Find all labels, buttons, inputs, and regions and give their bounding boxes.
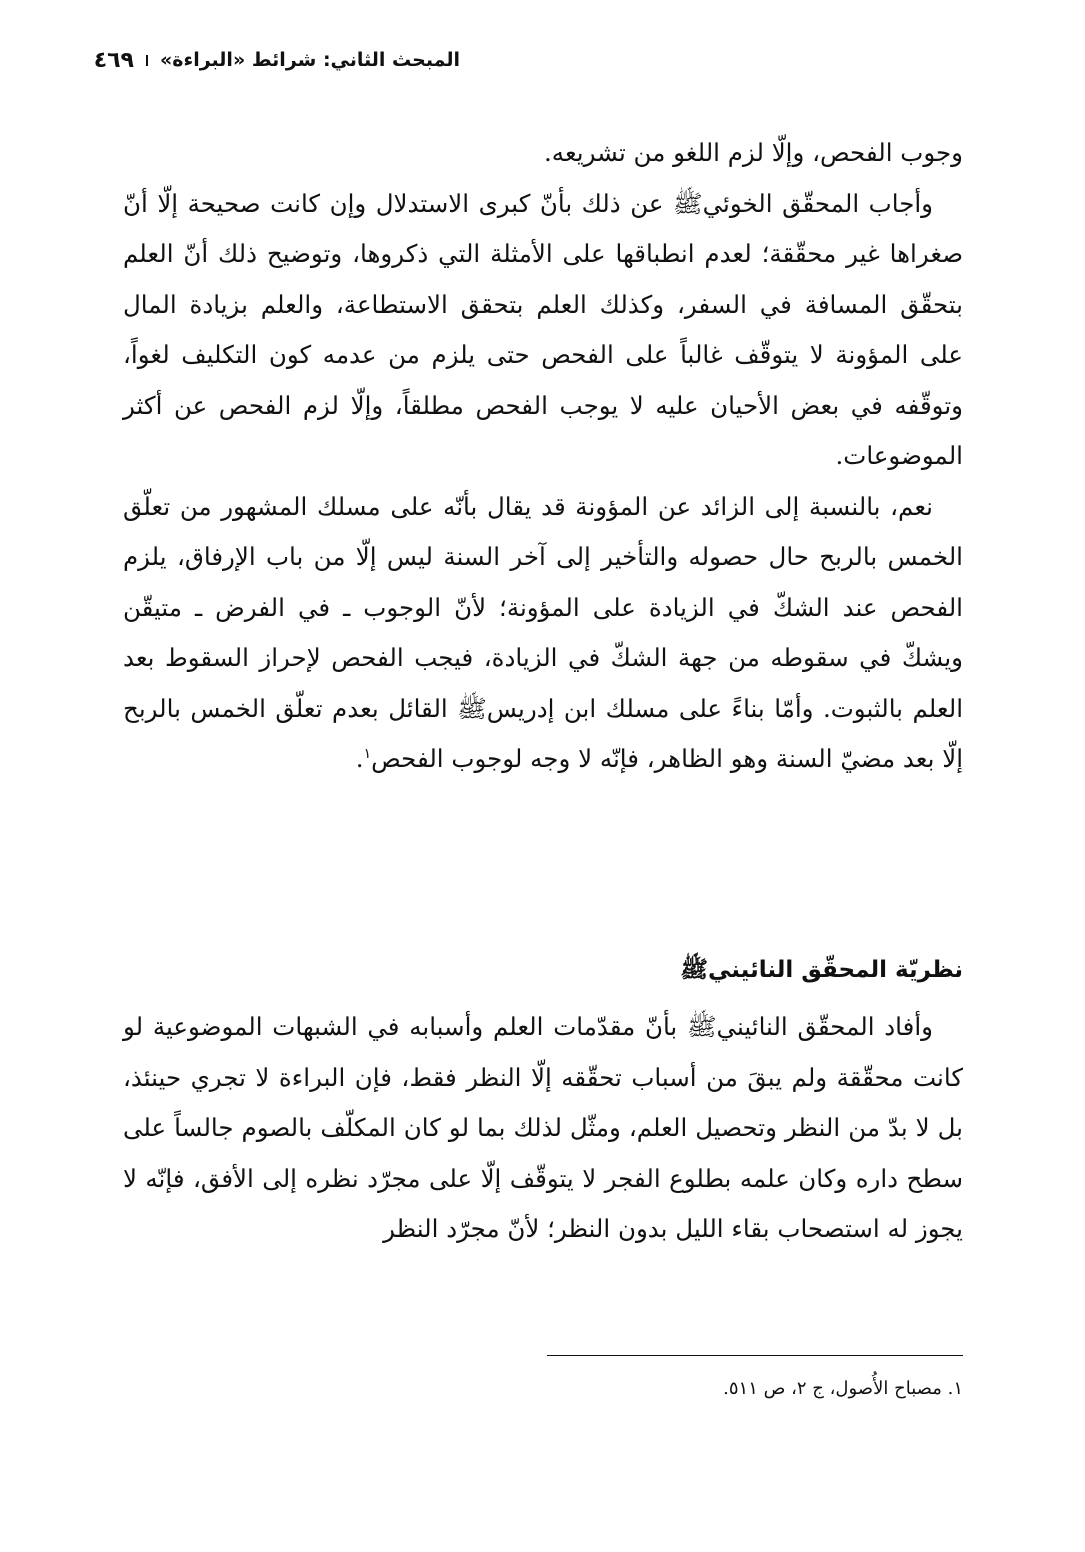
page-number: ٤٦٩: [93, 47, 134, 73]
paragraph-1: وجوب الفحص، وإلّا لزم اللغو من تشريعه.: [544, 138, 963, 167]
footnote-reference: ١: [363, 745, 372, 762]
paragraph-3: نعم، بالنسبة إلى الزائد عن المؤونة قد يقال بأنّه على مسلك المشهور من تعلّق الخمس بالربح حال حصوله والتأخير إلى آخر السنة ليس إلّا من باب الإرفاق، يلزم الفحص عند الشكّ في الزيادة على المؤونة؛ لأنّ الوجوب ـ في الفرض ـ متيقّن ويشكّ في سقوطه من جهة الشكّ في الزيادة، فيجب الفحص لإحراز السقوط بعد العلم بالثبوت. وأمّا بناءً على مسلك ابن إدريسﷺ القائل بعدم تعلّق الخمس بالربح إلّا بعد مضيّ السنة وهو الظاهر، فإنّه لا وجه لوجوب الفحص$^١$.: [123, 491, 963, 773]
paragraph-4: وأفاد المحقّق النائينيﷺ بأنّ مقدّمات العلم وأسبابه في الشبهات الموضوعية لو كانت محقّقة ولم يبقَ من أسباب تحقّقه إلّا النظر فقط، فإن البراءة لا تجري حينئذ، بل لا بدّ من النظر وتحصيل العلم، ومثّل لذلك بما لو كان المكلّف بالصوم جالساً على سطح داره وكان علمه بطلوع الفجر لا يتوقّف إلّا على مجرّد نظره إلى الأفق، فإنّه لا يجوز له استصحاب بقاء الليل بدون النظر؛ لأنّ مجرّد النظر: [123, 1012, 963, 1243]
footnote: ١. مصباح الأُصول، ج ٢، ص ٥١١.: [723, 1378, 963, 1399]
square-separator-icon: [146, 55, 148, 66]
running-header: [93, 40, 460, 80]
footnote-divider: [547, 1355, 963, 1356]
header-title: المبحث الثاني: شرائط «البراءة»: [160, 49, 460, 71]
paragraph-2: وأجاب المحقّق الخوئيﷺ عن ذلك بأنّ كبرى الاستدلال وإن كانت صحيحة إلّا أنّ صغراها غير محقّقة؛ لعدم انطباقها على الأمثلة التي ذكروها، وتوضيح ذلك أنّ العلم بتحقّق المسافة في السفر، وكذلك العلم بتحقق الاستطاعة، والعلم بزيادة المال على المؤونة لا يتوقّف غالباً على الفحص حتى يلزم من عدمه كون التكليف لغواً، وتوقّفه في بعض الأحيان عليه لا يوجب الفحص مطلقاً، وإلّا لزم الفحص عن أكثر الموضوعات.: [123, 188, 963, 470]
body-text-top: [123, 128, 963, 785]
body-text-section: [123, 1002, 963, 1255]
section-heading: نظريّة المحقّق النائينيﷺ: [680, 957, 963, 983]
paragraph-3-text: نعم، بالنسبة إلى الزائد عن المؤونة قد يقال بأنّه على مسلك المشهور من تعلّق الخمس بالربح حال حصوله والتأخير إلى آخر السنة ليس إلّا من باب الإرفاق، يلزم الفحص عند الشكّ في الزيادة على المؤونة؛ لأنّ الوجوب ـ في الفرض ـ متيقّن ويشكّ في سقوطه من جهة الشكّ في الزيادة، فيجب الفحص لإحراز السقوط بعد العلم بالثبوت. وأمّا بناءً على مسلك ابن إدريسﷺ القائل بعدم تعلّق الخمس بالربح إلّا بعد مضيّ السنة وهو الظاهر، فإنّه لا وجه لوجوب الفحص: [123, 491, 963, 773]
